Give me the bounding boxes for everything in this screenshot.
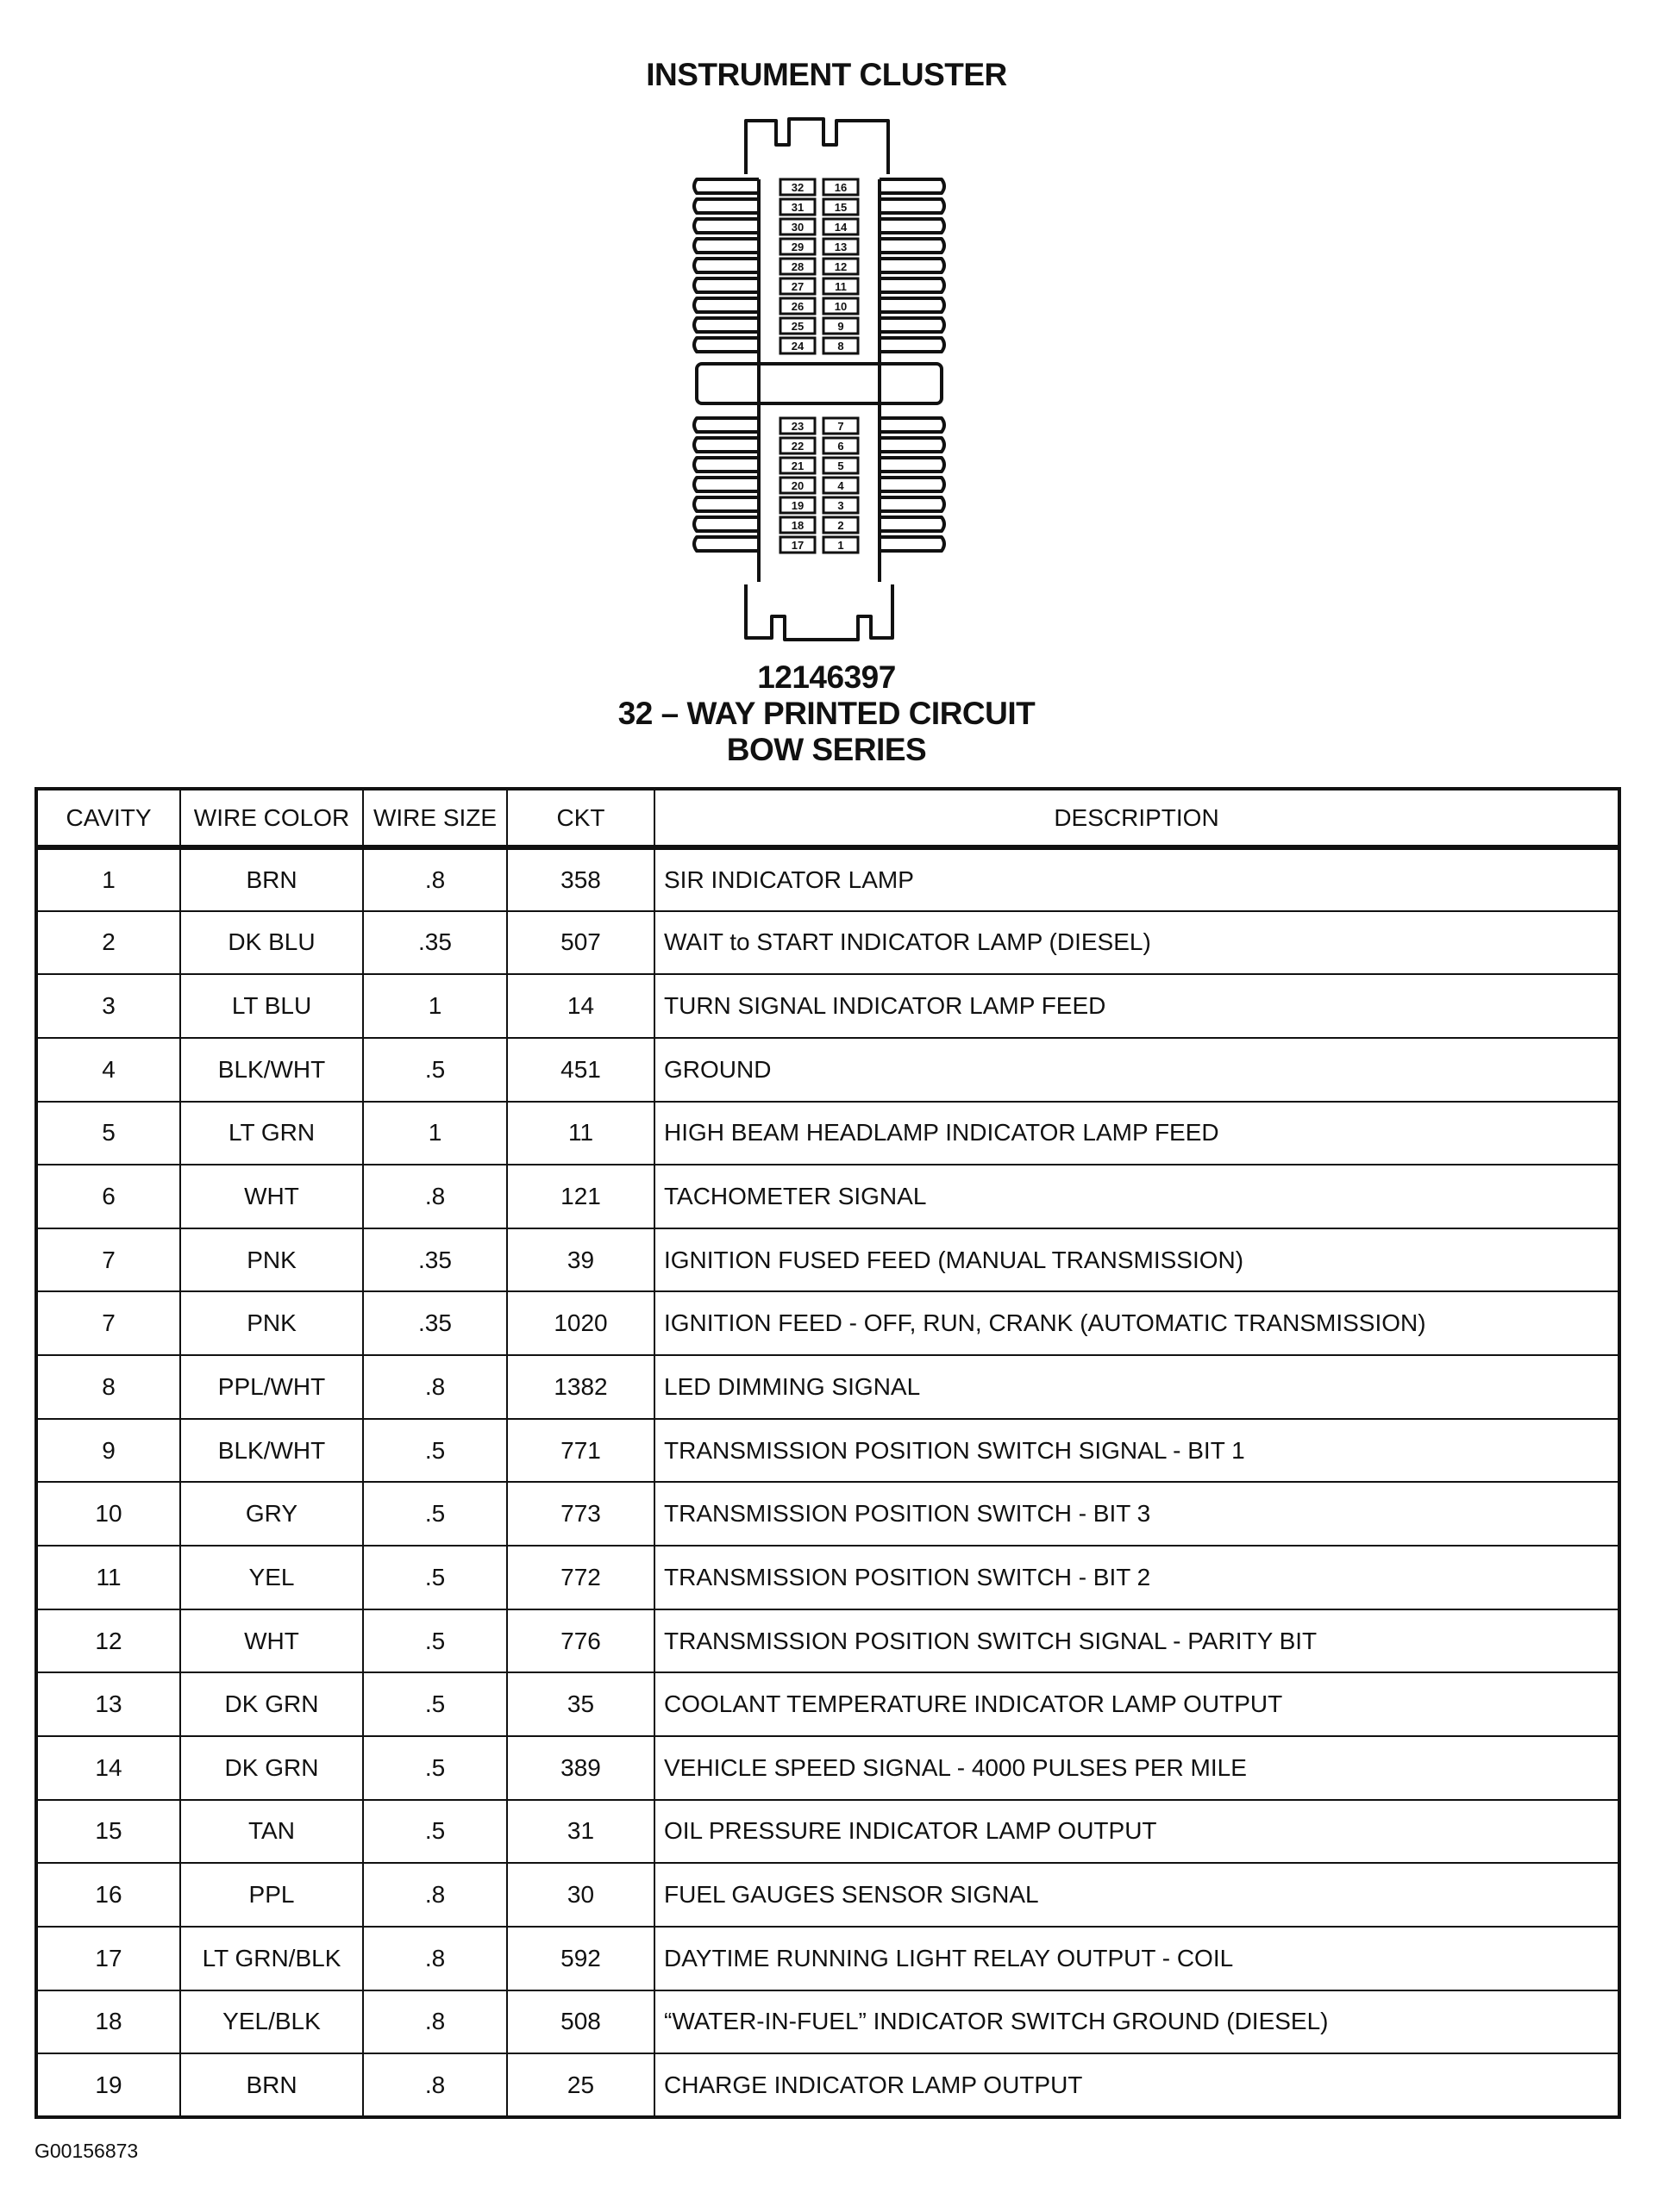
cell-ckt: 35 — [507, 1672, 654, 1736]
connector-fin — [694, 278, 759, 292]
table-row — [36, 1482, 1619, 1546]
cell-cavity: 1 — [36, 847, 180, 911]
cell-ckt: 772 — [507, 1546, 654, 1609]
col-header-cavity: CAVITY — [36, 789, 180, 847]
cavity-label: 30 — [791, 221, 805, 234]
connector-fin — [694, 478, 759, 491]
cell-description: CHARGE INDICATOR LAMP OUTPUT — [654, 2053, 1619, 2117]
cell-wire-size: .8 — [363, 1165, 507, 1228]
table-row — [36, 1736, 1619, 1800]
connector-fin — [694, 338, 759, 352]
connector-fin — [880, 199, 944, 213]
connector-fin — [880, 497, 944, 511]
cell-wire-size: .5 — [363, 1482, 507, 1546]
cell-cavity: 12 — [36, 1609, 180, 1673]
cell-wire-color: LT GRN/BLK — [180, 1927, 363, 1990]
connector-fin — [694, 318, 759, 332]
cell-cavity: 18 — [36, 1990, 180, 2054]
cell-description: VEHICLE SPEED SIGNAL - 4000 PULSES PER MILE — [654, 1736, 1619, 1800]
cell-wire-color: DK GRN — [180, 1736, 363, 1800]
cell-ckt: 30 — [507, 1863, 654, 1927]
cavity-label: 1 — [837, 539, 844, 552]
connector-fin — [694, 259, 759, 272]
connector-fin — [880, 537, 944, 551]
cell-description: IGNITION FUSED FEED (MANUAL TRANSMISSION) — [654, 1228, 1619, 1292]
cell-cavity: 9 — [36, 1419, 180, 1483]
cell-description: IGNITION FEED - OFF, RUN, CRANK (AUTOMATIC TRANSMISSION) — [654, 1291, 1619, 1355]
cavity-label: 4 — [837, 479, 844, 492]
table-row — [36, 1927, 1619, 1990]
cell-description: COOLANT TEMPERATURE INDICATOR LAMP OUTPUT — [654, 1672, 1619, 1736]
cavity-label: 17 — [791, 539, 805, 552]
connector-fin — [880, 338, 944, 352]
cell-cavity: 7 — [36, 1291, 180, 1355]
col-header-wire-color: WIRE COLOR — [180, 789, 363, 847]
cavity-label: 32 — [791, 181, 805, 194]
connector-fin — [694, 497, 759, 511]
cell-wire-color: BLK/WHT — [180, 1419, 363, 1483]
cavity-label: 28 — [791, 260, 805, 273]
cell-ckt: 771 — [507, 1419, 654, 1483]
col-header-ckt: CKT — [507, 789, 654, 847]
connector-diagram — [690, 112, 966, 647]
cell-ckt: 1382 — [507, 1355, 654, 1419]
cell-ckt: 592 — [507, 1927, 654, 1990]
cell-ckt: 39 — [507, 1228, 654, 1292]
cell-wire-size: .35 — [363, 1228, 507, 1292]
cell-description: OIL PRESSURE INDICATOR LAMP OUTPUT — [654, 1800, 1619, 1864]
col-header-description: DESCRIPTION — [654, 789, 1619, 847]
table-header-row — [36, 789, 1619, 847]
cell-wire-size: .5 — [363, 1736, 507, 1800]
connector-fin — [880, 517, 944, 531]
cavity-label: 20 — [791, 479, 805, 492]
table-row — [36, 911, 1619, 975]
cell-description: HIGH BEAM HEADLAMP INDICATOR LAMP FEED — [654, 1102, 1619, 1165]
connector-fin — [694, 219, 759, 233]
cavity-label: 7 — [837, 420, 844, 433]
cell-ckt: 121 — [507, 1165, 654, 1228]
table-row — [36, 1228, 1619, 1292]
figure-id: G00156873 — [34, 2140, 139, 2162]
table-row — [36, 1990, 1619, 2054]
cell-wire-size: .5 — [363, 1546, 507, 1609]
cell-cavity: 3 — [36, 974, 180, 1038]
cell-description: WAIT to START INDICATOR LAMP (DIESEL) — [654, 911, 1619, 975]
cavity-label: 2 — [837, 519, 844, 532]
cell-wire-size: .8 — [363, 1927, 507, 1990]
cell-ckt: 14 — [507, 974, 654, 1038]
cell-wire-size: .8 — [363, 1355, 507, 1419]
cell-ckt: 11 — [507, 1102, 654, 1165]
cell-ckt: 25 — [507, 2053, 654, 2117]
cell-cavity: 6 — [36, 1165, 180, 1228]
connector-fin — [694, 199, 759, 213]
cell-wire-size: .5 — [363, 1038, 507, 1102]
table-row — [36, 1419, 1619, 1483]
cell-wire-color: BRN — [180, 2053, 363, 2117]
cell-wire-color: PNK — [180, 1228, 363, 1292]
connector-fin — [880, 259, 944, 272]
cell-wire-color: BRN — [180, 847, 363, 911]
cell-wire-size: .8 — [363, 847, 507, 911]
table-row — [36, 1165, 1619, 1228]
cavity-label: 31 — [791, 201, 805, 214]
table-row — [36, 1672, 1619, 1736]
col-header-wire-size: WIRE SIZE — [363, 789, 507, 847]
cell-wire-color: DK BLU — [180, 911, 363, 975]
connector-fin — [694, 537, 759, 551]
table-row — [36, 1546, 1619, 1609]
cell-wire-size: .35 — [363, 911, 507, 975]
cell-cavity: 2 — [36, 911, 180, 975]
connector-fin — [880, 438, 944, 452]
cavity-label: 5 — [837, 459, 844, 472]
cell-cavity: 11 — [36, 1546, 180, 1609]
cell-wire-size: .5 — [363, 1609, 507, 1673]
cavity-label: 8 — [837, 340, 844, 353]
cell-wire-size: .35 — [363, 1291, 507, 1355]
cell-description: TACHOMETER SIGNAL — [654, 1165, 1619, 1228]
cell-description: TRANSMISSION POSITION SWITCH SIGNAL - BIT 1 — [654, 1419, 1619, 1483]
cell-cavity: 5 — [36, 1102, 180, 1165]
cell-description: LED DIMMING SIGNAL — [654, 1355, 1619, 1419]
cell-ckt: 31 — [507, 1800, 654, 1864]
table-row — [36, 1609, 1619, 1673]
table-row — [36, 847, 1619, 911]
cell-description: DAYTIME RUNNING LIGHT RELAY OUTPUT - COIL — [654, 1927, 1619, 1990]
connector-bottom-tab — [746, 584, 892, 640]
connector-fin — [694, 239, 759, 253]
cavity-label: 9 — [837, 320, 844, 333]
connector-fin — [880, 458, 944, 472]
connector-fin — [694, 418, 759, 432]
cell-cavity: 10 — [36, 1482, 180, 1546]
table-row — [36, 1102, 1619, 1165]
cell-cavity: 16 — [36, 1863, 180, 1927]
connector-series: BOW SERIES — [726, 732, 927, 767]
cell-ckt: 776 — [507, 1609, 654, 1673]
cavity-label: 19 — [791, 499, 805, 512]
cell-wire-color: WHT — [180, 1609, 363, 1673]
cell-wire-color: YEL/BLK — [180, 1990, 363, 2054]
cavity-label: 21 — [791, 459, 805, 472]
cavity-label: 12 — [834, 260, 848, 273]
connector-fin — [694, 298, 759, 312]
cell-cavity: 4 — [36, 1038, 180, 1102]
cell-cavity: 15 — [36, 1800, 180, 1864]
table-row — [36, 1291, 1619, 1355]
cell-wire-size: .8 — [363, 2053, 507, 2117]
cavity-label: 22 — [791, 440, 805, 453]
cell-ckt: 773 — [507, 1482, 654, 1546]
cell-ckt: 507 — [507, 911, 654, 975]
table-row — [36, 1863, 1619, 1927]
part-number: 12146397 — [757, 659, 896, 695]
cell-cavity: 13 — [36, 1672, 180, 1736]
cell-description: TURN SIGNAL INDICATOR LAMP FEED — [654, 974, 1619, 1038]
connector-fin — [880, 239, 944, 253]
cell-wire-color: TAN — [180, 1800, 363, 1864]
cell-wire-color: YEL — [180, 1546, 363, 1609]
cell-description: TRANSMISSION POSITION SWITCH - BIT 3 — [654, 1482, 1619, 1546]
cell-wire-size: .5 — [363, 1800, 507, 1864]
cell-ckt: 389 — [507, 1736, 654, 1800]
cell-wire-color: BLK/WHT — [180, 1038, 363, 1102]
cavity-label: 16 — [834, 181, 848, 194]
cell-ckt: 1020 — [507, 1291, 654, 1355]
connector-fin — [880, 418, 944, 432]
connector-fin — [880, 478, 944, 491]
connector-fin — [694, 438, 759, 452]
table-row — [36, 1355, 1619, 1419]
cell-description: TRANSMISSION POSITION SWITCH - BIT 2 — [654, 1546, 1619, 1609]
cell-cavity: 19 — [36, 2053, 180, 2117]
connector-fin — [880, 278, 944, 292]
cavity-label: 11 — [835, 280, 847, 293]
connector-fin — [880, 318, 944, 332]
cavity-label: 23 — [791, 420, 805, 433]
cell-wire-color: PNK — [180, 1291, 363, 1355]
cell-description: GROUND — [654, 1038, 1619, 1102]
connector-fin — [694, 458, 759, 472]
table-row — [36, 1800, 1619, 1864]
cell-cavity: 8 — [36, 1355, 180, 1419]
cavity-label: 25 — [791, 320, 805, 333]
connector-top-tab — [746, 119, 888, 174]
cell-description: TRANSMISSION POSITION SWITCH SIGNAL - PARITY BIT — [654, 1609, 1619, 1673]
cell-wire-color: WHT — [180, 1165, 363, 1228]
cavity-label: 26 — [791, 300, 805, 313]
cavity-label: 10 — [834, 300, 848, 313]
connector-fin — [880, 219, 944, 233]
cell-cavity: 14 — [36, 1736, 180, 1800]
cell-ckt: 451 — [507, 1038, 654, 1102]
cavity-label: 3 — [837, 499, 844, 512]
cell-wire-size: .8 — [363, 1863, 507, 1927]
connector-fin — [694, 179, 759, 193]
cell-description: FUEL GAUGES SENSOR SIGNAL — [654, 1863, 1619, 1927]
cell-wire-size: 1 — [363, 1102, 507, 1165]
cell-wire-color: LT BLU — [180, 974, 363, 1038]
cell-wire-color: DK GRN — [180, 1672, 363, 1736]
cavity-label: 18 — [791, 519, 805, 532]
cell-wire-size: .8 — [363, 1990, 507, 2054]
cell-description: SIR INDICATOR LAMP — [654, 847, 1619, 911]
cavity-label: 15 — [834, 201, 848, 214]
cell-ckt: 358 — [507, 847, 654, 911]
connector-type: 32 – WAY PRINTED CIRCUIT — [617, 696, 1036, 731]
connector-fin — [880, 179, 944, 193]
page-title: INSTRUMENT CLUSTER — [646, 57, 1007, 92]
connector-fin — [880, 298, 944, 312]
cavity-label: 27 — [791, 280, 805, 293]
pinout-table — [34, 787, 1621, 2119]
table-row — [36, 974, 1619, 1038]
connector-body-edges — [759, 179, 880, 582]
cavity-label: 24 — [791, 340, 805, 353]
connector-fin — [694, 517, 759, 531]
cell-cavity: 7 — [36, 1228, 180, 1292]
cell-wire-size: .5 — [363, 1419, 507, 1483]
cavity-label: 6 — [837, 440, 844, 453]
cell-description: “WATER-IN-FUEL” INDICATOR SWITCH GROUND (DIESEL) — [654, 1990, 1619, 2054]
cavity-label: 14 — [834, 221, 848, 234]
cell-wire-color: LT GRN — [180, 1102, 363, 1165]
connector-middle-band — [697, 364, 942, 403]
cavity-label: 29 — [791, 241, 805, 253]
cell-ckt: 508 — [507, 1990, 654, 2054]
cell-wire-color: PPL/WHT — [180, 1355, 363, 1419]
cell-wire-color: PPL — [180, 1863, 363, 1927]
cavity-label: 13 — [834, 241, 848, 253]
table-row — [36, 1038, 1619, 1102]
cell-wire-size: 1 — [363, 974, 507, 1038]
table-row — [36, 2053, 1619, 2117]
cell-cavity: 17 — [36, 1927, 180, 1990]
cell-wire-size: .5 — [363, 1672, 507, 1736]
cell-wire-color: GRY — [180, 1482, 363, 1546]
